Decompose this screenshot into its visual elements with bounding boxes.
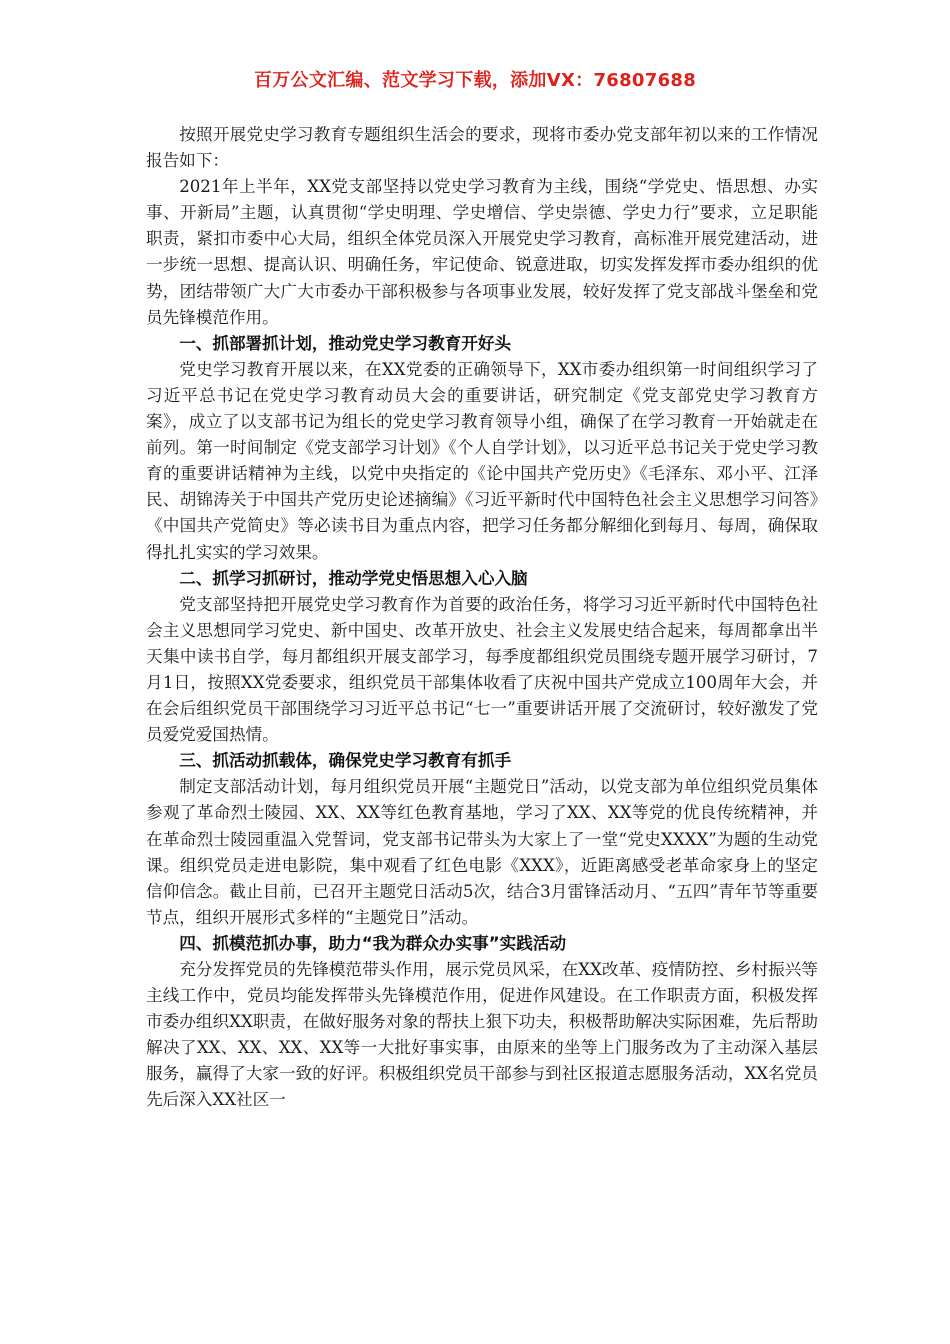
document-body	[146, 122, 818, 1114]
page-header-banner: 百万公文汇编、范文学习下载，添加VX：76807688	[253, 70, 697, 91]
section-heading-4: 四、抓模范抓办事，助力“我为群众办实事”实践活动	[179, 933, 567, 953]
section-heading-3: 三、抓活动抓载体，确保党史学习教育有抓手	[179, 751, 512, 771]
intro-paragraph: 按照开展党史学习教育专题组织生活会的要求，现将市委办党支部年初以来的工作情况报告如下：	[146, 125, 818, 171]
section-paragraph-4: 充分发挥党员的先锋模范带头作用，展示党员风采，在XX改革、疫情防控、乡村振兴等主线工作中，党员均能发挥带头先锋模范作用，促进作风建设。在工作职责方面，积极发挥市委办组织XX职责，在做好服务对象的帮扶上狠下功夫，积极帮助解决实际困难，先后帮助解决了XX、XX、XX、XX等一大批好事实事，由原来的坐等上门服务改为了主动深入基层服务，赢得了大家一致的好评。积极组织党员干部参与到社区报道志愿服务活动，XX名党员先后深入XX社区一	[146, 960, 818, 1110]
summary-paragraph: 2021年上半年，XX党支部坚持以党史学习教育为主线，围绕“学党史、悟思想、办实事、开新局”主题，认真贯彻“学史明理、学史增信、学史崇德、学史力行”要求，立足职能职责，紧扣市委中心大局，组织全体党员深入开展党史学习教育，高标准开展党建活动，进一步统一思想、提高认识、明确任务，牢记使命、锐意进取，切实发挥发挥市委办组织的优势，团结带领广大广大市委办干部积极参与各项事业发展，较好发挥了党支部战斗堡垒和党员先锋模范作用。	[146, 177, 818, 327]
section-paragraph-3: 制定支部活动计划，每月组织党员开展“主题党日”活动，以党支部为单位组织党员集体参观了革命烈士陵园、XX、XX等红色教育基地，学习了XX、XX等党的优良传统精神，并在革命烈士陵园重温入党誓词，党支部书记带头为大家上了一堂“党史XXXX”为题的生动党课。组织党员走进电影院，集中观看了红色电影《XXX》，近距离感受老革命家身上的坚定信仰信念。截止目前，已召开主题党日活动5次，结合3月雷锋活动月、“五四”青年节等重要节点，组织开展形式多样的“主题党日”活动。	[146, 777, 818, 927]
section-heading-1: 一、抓部署抓计划，推动党史学习教育开好头	[179, 333, 512, 353]
section-heading-2: 二、抓学习抓研讨，推动学党史悟思想入心入脑	[179, 568, 528, 588]
section-paragraph-1: 党史学习教育开展以来，在XX党委的正确领导下，XX市委办组织第一时间组织学习了习近平总书记在党史学习教育动员大会的重要讲话，研究制定《党支部党史学习教育方案》，成立了以支部书记为组长的党史学习教育领导小组，确保了在学习教育一开始就走在前列。第一时间制定《党支部学习计划》《个人自学计划》，以习近平总书记关于党史学习教育的重要讲话精神为主线，以党中央指定的《论中国共产党历史》《毛泽东、邓小平、江泽民、胡锦涛关于中国共产党历史论述摘编》《习近平新时代中国特色社会主义思想学习问答》《中国共产党简史》等必读书目为重点内容，把学习任务都分解细化到每月、每周，确保取得扎扎实实的学习效果。	[146, 359, 818, 562]
section-paragraph-2: 党支部坚持把开展党史学习教育作为首要的政治任务，将学习习近平新时代中国特色社会主义思想同学习党史、新中国史、改革开放史、社会主义发展史结合起来，每周都拿出半天集中读书自学，每月都组织开展支部学习，每季度都组织党员围绕专题开展学习研讨，7月1日，按照XX党委要求，组织党员干部集体收看了庆祝中国共产党成立100周年大会，并在会后组织党员干部围绕学习习近平总书记“七一”重要讲话开展了交流研讨，较好激发了党员爱党爱国热情。	[146, 594, 818, 745]
